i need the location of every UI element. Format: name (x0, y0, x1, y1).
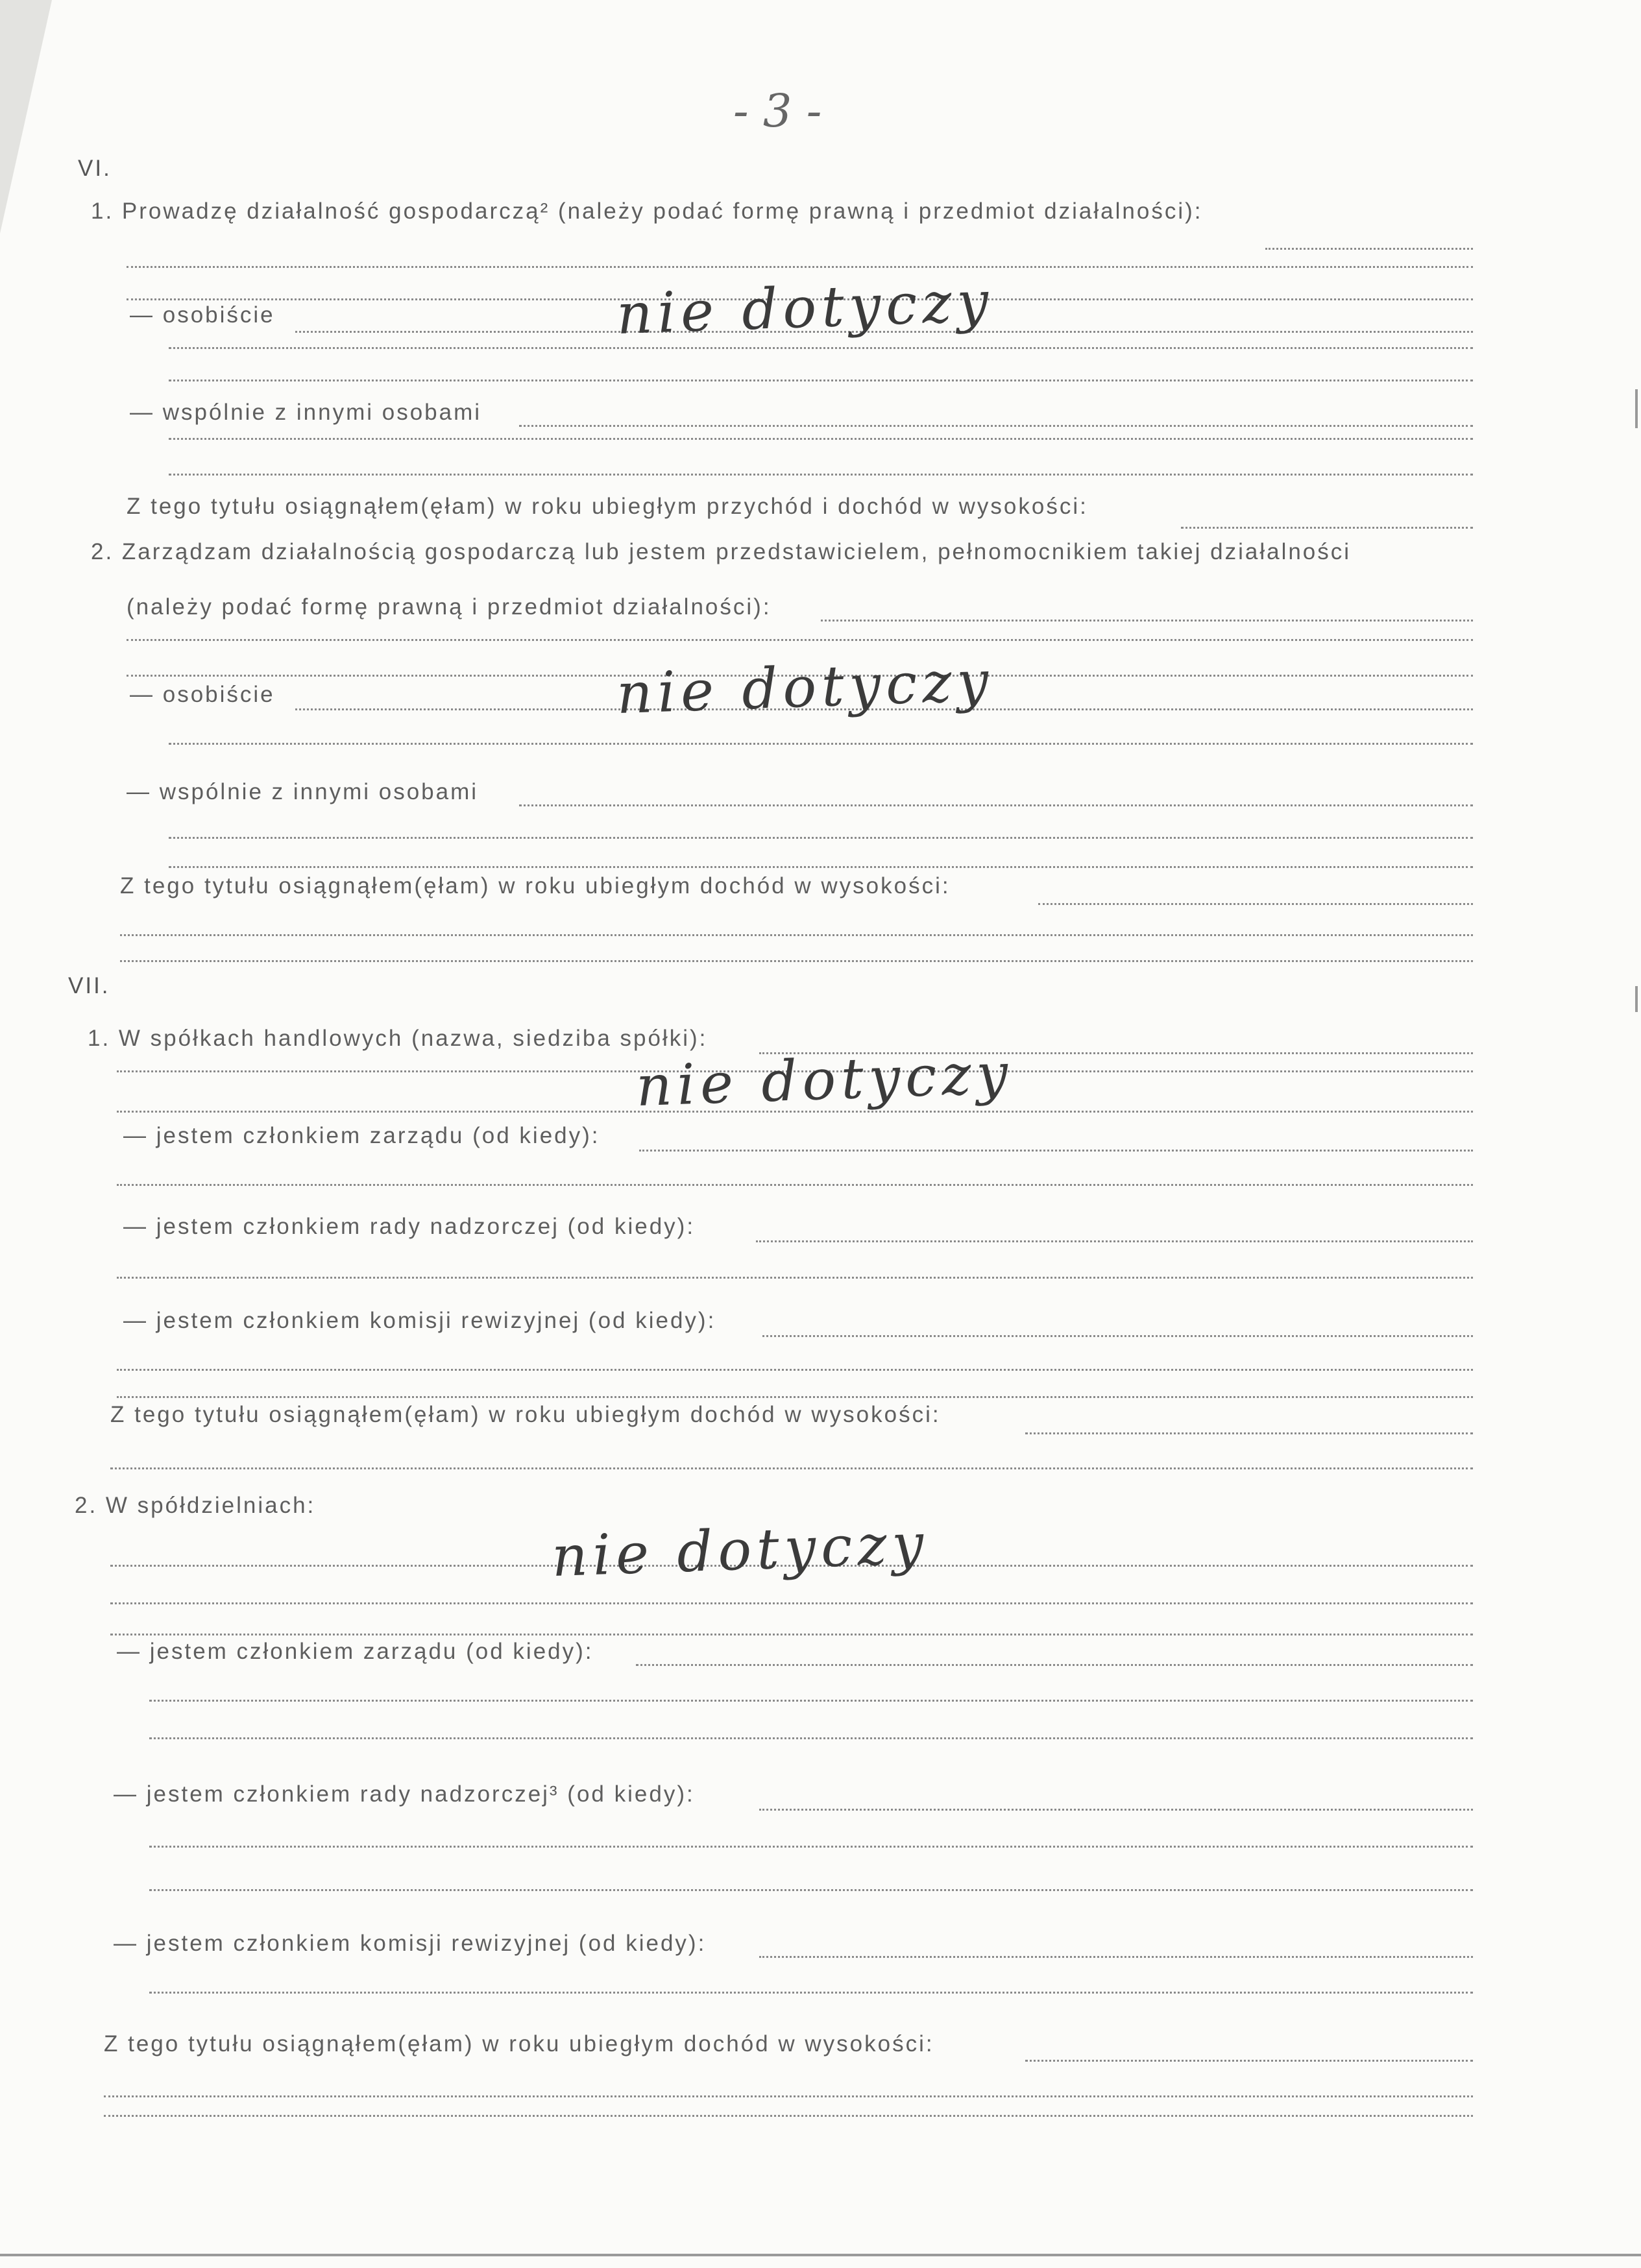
vii-1-audit-dotline-2 (117, 1369, 1473, 1371)
page-bottom-edge (0, 2254, 1641, 2256)
vi-1-joint-dotline-2 (169, 438, 1473, 440)
vii-2-income-dotline-2 (104, 2095, 1473, 2097)
scan-margin-mark-2 (1635, 986, 1638, 1012)
vii-2-board-label: — jestem członkiem zarządu (od kiedy): (117, 1639, 594, 1664)
vi-2-income-dotline-3 (120, 960, 1473, 962)
vii-1-label: 1. W spółkach handlowych (nazwa, siedziba spółki): (88, 1026, 708, 1051)
vi-1-label: 1. Prowadzę działalność gospodarczą² (należy podać formę prawną i przedmiot działalności): (91, 199, 1203, 224)
vi-1-joint-label: — wspólnie z innymi osobami (130, 400, 482, 425)
vi-2-income-dotline (1038, 903, 1473, 905)
vii-2-audit-label: — jestem członkiem komisji rewizyjnej (od kiedy): (114, 1931, 707, 1956)
vii-1-handwritten: nie dotyczy (635, 1041, 1014, 1120)
vi-2-joint-label: — wspólnie z innymi osobami (127, 779, 479, 804)
vii-2-board-dotline (636, 1664, 1473, 1666)
vi-1-personal-dotline-2 (169, 347, 1473, 349)
vi-1-dotline (1265, 248, 1473, 250)
vi-1-joint-dotline-3 (169, 474, 1473, 476)
section-vii-heading: VII. (68, 973, 110, 998)
vii-2-supervisory-dotline (759, 1809, 1473, 1811)
vi-2-income-dotline-2 (120, 934, 1473, 936)
vi-1-dotline-2 (127, 266, 1473, 268)
vii-2-income-dotline (1025, 2060, 1473, 2062)
vii-1-income-label: Z tego tytułu osiągnąłem(ęłam) w roku ubiegłym dochód w wysokości: (110, 1402, 941, 1427)
vii-2-audit-dotline (759, 1956, 1473, 1958)
vii-2-handwritten: nie dotyczy (550, 1511, 930, 1590)
vii-1-income-dotline-2 (110, 1467, 1473, 1469)
vii-1-board-label: — jestem członkiem zarządu (od kiedy): (123, 1123, 600, 1148)
scan-margin-mark (1635, 389, 1638, 428)
vii-1-board-dotline-2 (117, 1184, 1473, 1186)
vii-1-audit-label: — jestem członkiem komisji rewizyjnej (od kiedy): (123, 1308, 716, 1333)
vii-2-income-label: Z tego tytułu osiągnąłem(ęłam) w roku ubiegłym dochód w wysokości: (104, 2031, 934, 2057)
vii-2-dotline-2 (110, 1602, 1473, 1604)
vii-2-supervisory-dotline-2 (149, 1846, 1473, 1848)
vi-2-joint-dotline-2 (169, 837, 1473, 839)
vii-2-supervisory-label: — jestem członkiem rady nadzorczej³ (od kiedy): (114, 1781, 695, 1807)
vii-1-supervisory-dotline-2 (117, 1277, 1473, 1279)
vii-1-board-dotline (639, 1150, 1473, 1152)
vi-1-income-dotline (1181, 527, 1473, 529)
vii-1-supervisory-label: — jestem członkiem rady nadzorczej (od kiedy): (123, 1214, 696, 1239)
vii-2-dotline-3 (110, 1634, 1473, 1635)
section-vi-heading: VI. (78, 156, 112, 181)
scan-shadow (0, 0, 52, 234)
vi-1-joint-dotline (519, 425, 1473, 427)
vii-2-board-dotline-2 (149, 1700, 1473, 1702)
vi-2-handwritten: nie dotyczy (615, 648, 995, 727)
vi-2-personal-label: — osobiście (130, 682, 275, 707)
vii-2-audit-dotline-2 (149, 1992, 1473, 1994)
vi-2-label-line1: 2. Zarządzam działalnością gospodarczą lub jestem przedstawicielem, pełnomocnikiem takiej działalności (91, 539, 1352, 564)
vi-2-dotline-2 (127, 639, 1473, 641)
vi-2-joint-dotline-3 (169, 866, 1473, 868)
vi-2-personal-dotline-2 (169, 743, 1473, 745)
vi-2-dotline (821, 620, 1473, 621)
vii-1-audit-dotline-3 (117, 1396, 1473, 1398)
vi-1-personal-dotline-3 (169, 380, 1473, 381)
vi-1-personal-label: — osobiście (130, 302, 275, 328)
vii-1-income-dotline (1025, 1432, 1473, 1434)
vii-2-supervisory-dotline-3 (149, 1889, 1473, 1891)
vi-2-income-label: Z tego tytułu osiągnąłem(ęłam) w roku ubiegłym dochód w wysokości: (120, 873, 951, 899)
vii-2-label: 2. W spółdzielniach: (75, 1493, 316, 1518)
vi-1-income-label: Z tego tytułu osiągnąłem(ęłam) w roku ubiegłym przychód i dochód w wysokości: (127, 494, 1088, 519)
page-number: - 3 - (733, 84, 822, 138)
vi-2-joint-dotline (519, 804, 1473, 806)
vii-2-board-dotline-3 (149, 1737, 1473, 1739)
vi-1-handwritten: nie dotyczy (615, 269, 995, 348)
vii-1-audit-dotline (762, 1335, 1473, 1337)
vii-2-income-dotline-3 (104, 2115, 1473, 2117)
vi-2-label-line2: (należy podać formę prawną i przedmiot działalności): (127, 594, 772, 620)
vii-1-supervisory-dotline (756, 1240, 1473, 1242)
